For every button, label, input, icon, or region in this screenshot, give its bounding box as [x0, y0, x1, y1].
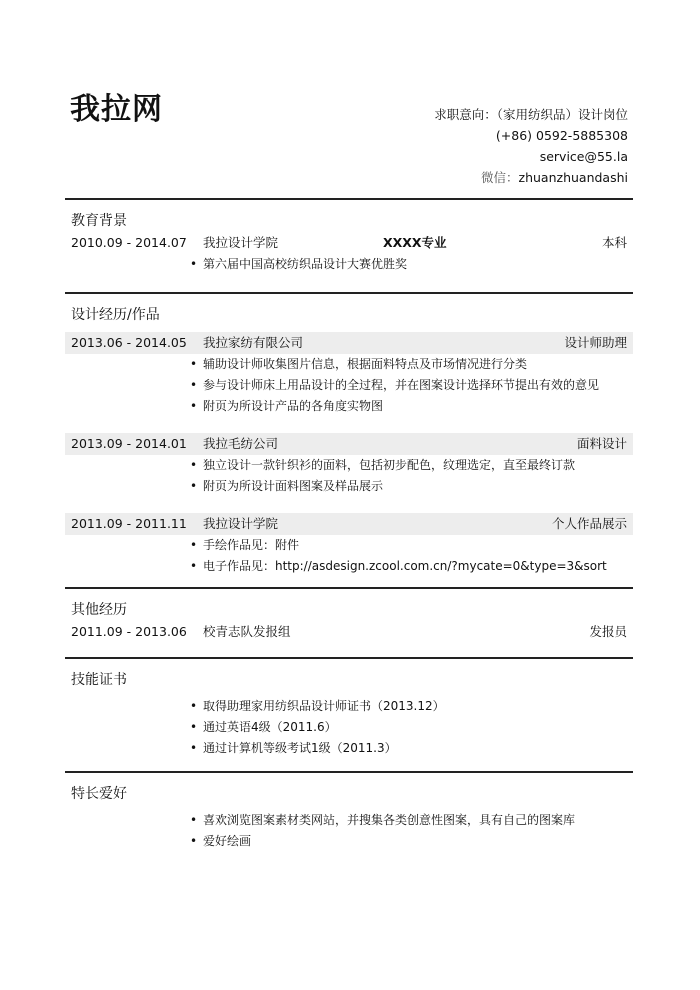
- section-title-education: 教育背景: [71, 213, 127, 229]
- design-role: 面料设计: [576, 436, 627, 451]
- list-item: • 取得助理家用纺织品设计师证书（2013.12）: [190, 696, 633, 717]
- education-bullets: [65, 254, 633, 275]
- list-item: • 附页为所设计面料图案及样品展示: [190, 476, 633, 497]
- design-org: 我拉毛纺公司: [203, 436, 279, 451]
- education-school: 我拉设计学院: [203, 235, 279, 250]
- section-title-hobbies: 特长爱好: [71, 786, 127, 802]
- section-hobbies: [65, 771, 633, 852]
- design-row-1: [65, 332, 633, 354]
- other-row: [65, 621, 633, 643]
- hobbies-bullets: [65, 810, 633, 852]
- list-item: • 通过计算机等级考试1级（2011.3）: [190, 738, 633, 759]
- skills-bullets: [65, 696, 633, 759]
- design-role: 个人作品展示: [551, 516, 627, 531]
- design-date: 2013.09 - 2014.01: [71, 436, 187, 451]
- email-address: service@55.la: [539, 149, 628, 164]
- section-title-design: 设计经历/作品: [71, 307, 160, 323]
- section-skills: [65, 657, 633, 759]
- education-major: XXXX专业: [383, 235, 447, 250]
- list-item: • 通过英语4级（2011.6）: [190, 717, 633, 738]
- section-education: [65, 198, 633, 275]
- section-title-skills: 技能证书: [71, 672, 127, 688]
- list-item: • 第六届中国高校纺织品设计大赛优胜奖: [190, 254, 633, 275]
- education-row: [65, 232, 633, 254]
- design-row-2: [65, 433, 633, 455]
- other-role: 发报员: [589, 624, 627, 639]
- design-org: 我拉设计学院: [203, 516, 279, 531]
- job-objective: 求职意向：（家用纺织品）设计岗位: [434, 107, 628, 122]
- education-date: 2010.09 - 2014.07: [71, 235, 187, 250]
- wechat-id: zhuanzhuandashi: [518, 170, 628, 185]
- design-bullets-2: [65, 455, 633, 497]
- other-date: 2011.09 - 2013.06: [71, 624, 187, 639]
- contact-block: [434, 104, 628, 188]
- list-item: • 附页为所设计产品的各角度实物图: [190, 396, 633, 417]
- wechat-line: [434, 167, 628, 188]
- design-date: 2013.06 - 2014.05: [71, 335, 187, 350]
- list-item: • 爱好绘画: [190, 831, 633, 852]
- section-design: [65, 292, 633, 577]
- design-date: 2011.09 - 2011.11: [71, 516, 187, 531]
- list-item: • 参与设计师床上用品设计的全过程，并在图案设计选择环节提出有效的意见: [190, 375, 633, 396]
- section-other: [65, 587, 633, 643]
- list-item: • 独立设计一款针织衫的面料，包括初步配色，纹理选定，直至最终订款: [190, 455, 633, 476]
- list-item: • 电子作品见：http://asdesign.zcool.com.cn/?mycate=0&type=3&sort: [190, 556, 633, 577]
- candidate-name: 我拉网: [70, 92, 163, 127]
- list-item: • 手绘作品见：附件: [190, 535, 633, 556]
- wechat-label: 微信：: [481, 170, 519, 185]
- list-item: • 喜欢浏览图案素材类网站，并搜集各类创意性图案，具有自己的图案库: [190, 810, 633, 831]
- section-title-other: 其他经历: [71, 602, 127, 618]
- design-role: 设计师助理: [564, 335, 627, 350]
- phone-number: (+86) 0592-5885308: [495, 128, 628, 143]
- other-org: 校青志队发报组: [203, 624, 291, 639]
- design-bullets-3: [65, 535, 633, 577]
- list-item: • 辅助设计师收集图片信息，根据面料特点及市场情况进行分类: [190, 354, 633, 375]
- design-row-3: [65, 513, 633, 535]
- education-degree: 本科: [601, 235, 627, 250]
- design-org: 我拉家纺有限公司: [203, 335, 304, 350]
- design-bullets-1: [65, 354, 633, 417]
